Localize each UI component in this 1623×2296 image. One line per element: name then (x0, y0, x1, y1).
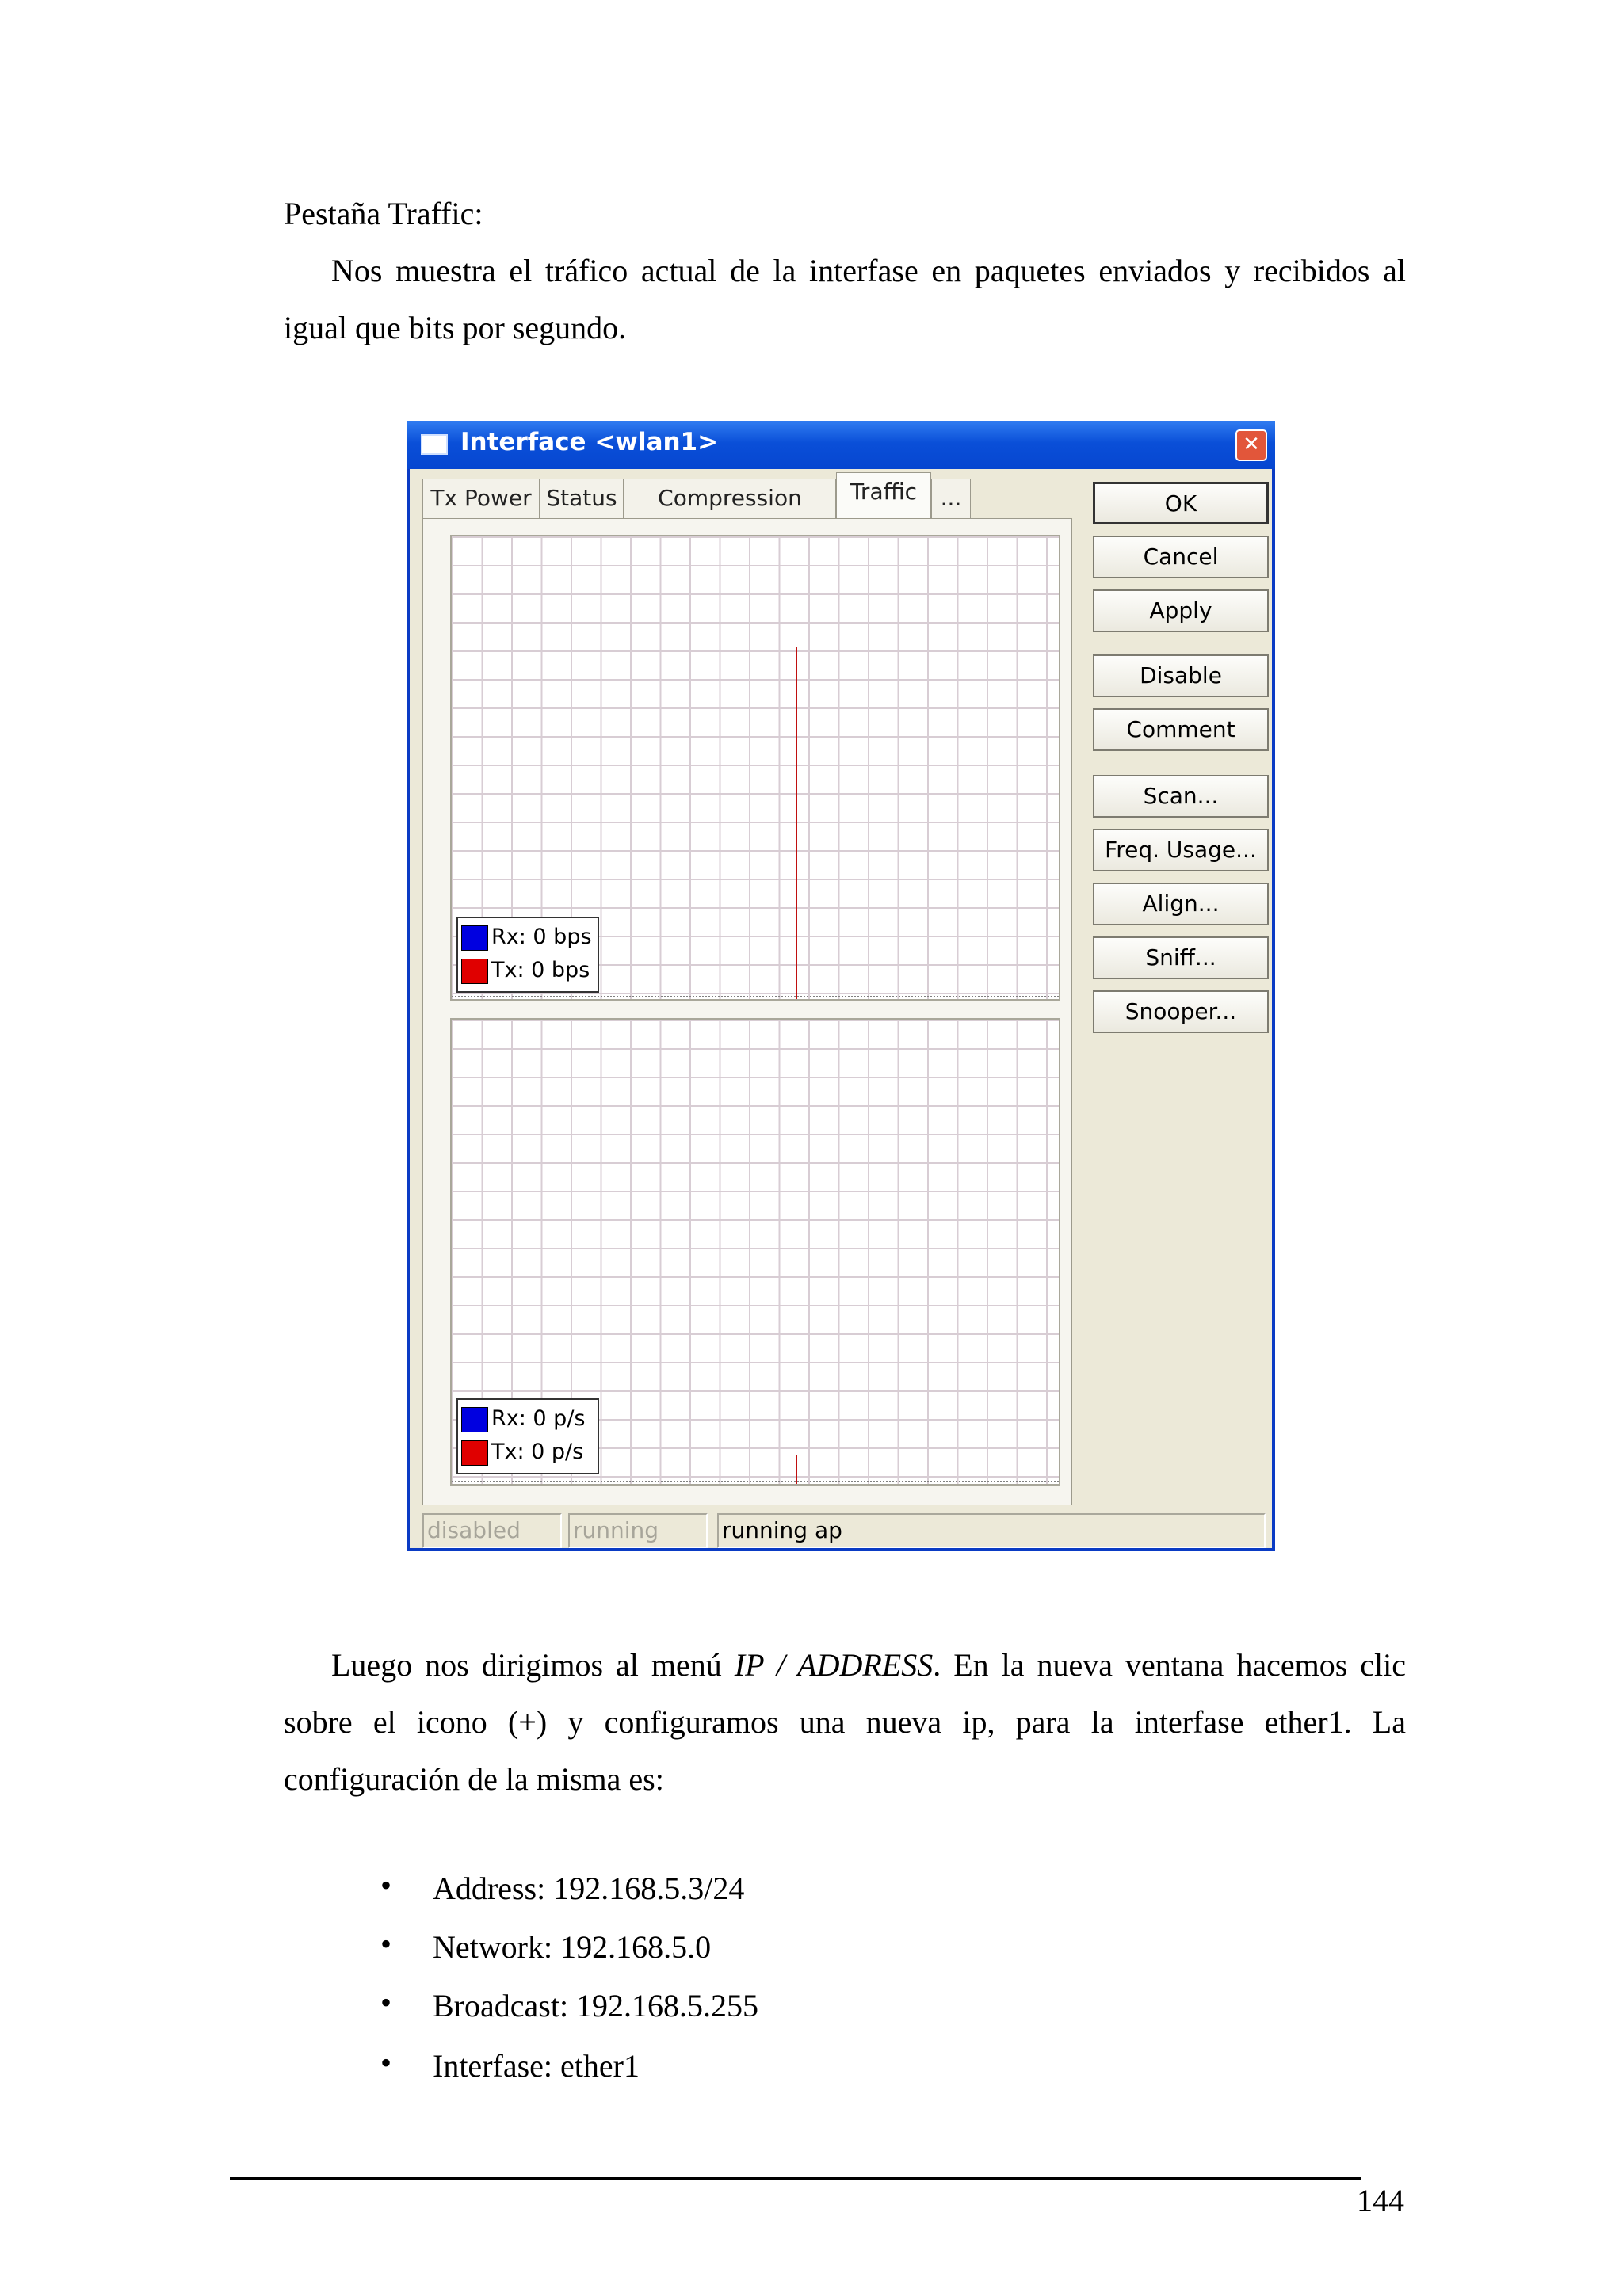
tab-more[interactable]: ... (931, 479, 971, 518)
interface-window (407, 421, 1275, 1551)
tab-tx-power[interactable]: Tx Power (422, 479, 540, 518)
intro-line-2: igual que bits por segundo. (284, 310, 627, 345)
after-line-3: configuración de la misma es: (284, 1761, 664, 1797)
comment-button[interactable]: Comment (1093, 708, 1269, 751)
after-line-1-suffix: . En la nueva ventana hacemos clic (933, 1647, 1407, 1683)
bullet-icon: • (380, 1926, 392, 1962)
tx-packets-label: Tx: 0 p/s (491, 1440, 584, 1464)
bits-graph (450, 535, 1060, 1001)
legend-tx (461, 955, 590, 986)
status-running: running (568, 1513, 708, 1548)
tx-spike (796, 1455, 797, 1484)
window-icon (421, 434, 448, 455)
freq-usage-button[interactable]: Freq. Usage... (1093, 829, 1269, 871)
after-line-1 (331, 1637, 1406, 1694)
after-line-2: sobre el icono (+) y configuramos una nueva ip, para la interfase ether1. La (284, 1704, 1406, 1740)
list-item: Address: 192.168.5.3/24 (433, 1871, 745, 1906)
legend-tx (461, 1436, 583, 1468)
packets-graph (450, 1018, 1060, 1486)
status-running-ap: running ap (717, 1513, 1266, 1548)
disable-button[interactable]: Disable (1093, 654, 1269, 697)
intro-line-1: Nos muestra el tráfico actual de la interfase en paquetes enviados y recibidos al (331, 253, 1406, 288)
cancel-button[interactable]: Cancel (1093, 536, 1269, 578)
rx-bits-label: Rx: 0 bps (491, 925, 592, 949)
list-item: Network: 192.168.5.0 (433, 1929, 712, 1965)
legend-rx (461, 921, 592, 953)
bullet-icon: • (380, 2045, 392, 2081)
graph-baseline (452, 996, 1059, 997)
after-line-1-prefix: Luego nos dirigimos al menú (331, 1647, 735, 1683)
bits-legend (456, 917, 599, 993)
window-titlebar[interactable] (407, 421, 1275, 469)
packets-legend (456, 1398, 599, 1474)
tx-spike (796, 647, 797, 999)
close-icon[interactable]: ✕ (1235, 429, 1267, 461)
align-button[interactable]: Align... (1093, 883, 1269, 925)
list-item: Broadcast: 192.168.5.255 (433, 1988, 759, 2023)
tx-swatch (461, 1440, 488, 1466)
rx-swatch (461, 925, 488, 951)
bullet-icon: • (380, 1867, 392, 1903)
graph-baseline (452, 1481, 1059, 1482)
traffic-tab-panel (422, 518, 1072, 1505)
section-heading: Pestaña Traffic: (284, 196, 483, 231)
list-item: Interfase: ether1 (433, 2048, 640, 2084)
tx-bits-label: Tx: 0 bps (491, 958, 590, 982)
snooper-button[interactable]: Snooper... (1093, 990, 1269, 1033)
page-number: 144 (1357, 2183, 1404, 2218)
apply-button[interactable]: Apply (1093, 589, 1269, 632)
rx-packets-label: Rx: 0 p/s (491, 1406, 586, 1431)
menu-path: IP / ADDRESS (734, 1647, 934, 1683)
scan-button[interactable]: Scan... (1093, 775, 1269, 818)
status-disabled: disabled (422, 1513, 562, 1548)
bullet-icon: • (380, 1985, 392, 2020)
ok-button[interactable]: OK (1093, 482, 1269, 524)
tab-traffic[interactable]: Traffic (836, 472, 931, 520)
legend-rx (461, 1403, 585, 1435)
tab-compression-status[interactable]: Compression (624, 479, 836, 518)
window-title: Interface <wlan1> (460, 428, 719, 456)
tx-swatch (461, 959, 488, 984)
sniff-button[interactable]: Sniff... (1093, 936, 1269, 979)
rx-swatch (461, 1407, 488, 1432)
tab-status[interactable]: Status (540, 479, 624, 518)
footer-rule (230, 2177, 1361, 2180)
